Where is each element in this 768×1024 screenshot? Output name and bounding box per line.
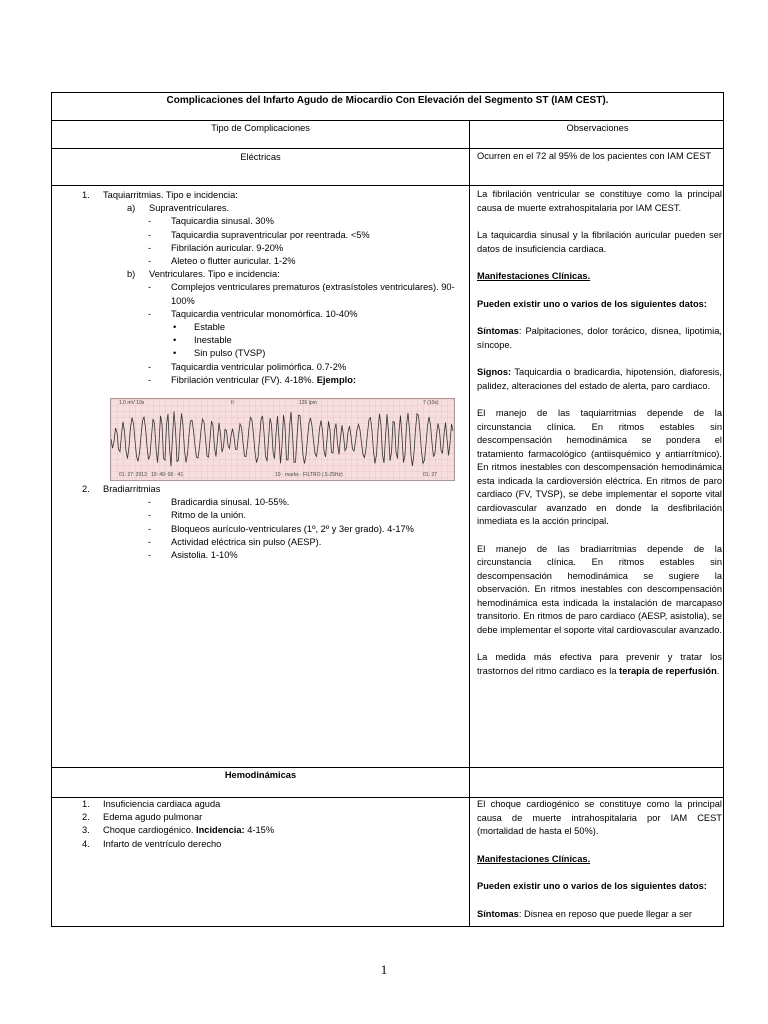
signos-paragraph: Signos: Taquicardia o bradicardia, hipotensión, diaforesis, palidez, alteraciones del estado de alerta, paro cardiaco. <box>477 367 722 391</box>
list-item: - Bradicardia sinusal. 10-55%. <box>148 497 290 508</box>
ecg-label: 10 · marks · FILTRO (.5-25Hz) <box>275 472 343 478</box>
sintomas-paragraph: Síntomas: Disnea en reposo que puede llegar a ser <box>477 908 693 919</box>
manifestaciones-heading: Manifestaciones Clínicas. <box>477 271 591 281</box>
table-title: Complicaciones del Infarto Agudo de Miocardio Con Elevación del Segmento ST (IAM CEST). <box>166 95 609 106</box>
list-item: 1. Taquiarritmias. Tipo e incidencia: <box>82 190 238 200</box>
list-item: - Taquicardia ventricular polimórfica. 0.7-2% <box>148 361 347 372</box>
obs-paragraph: El manejo de las bradiarritmias depende de la circunstancia clínica. En ritmos estables sin descompensación hemodinámica se sugiere la observación. En ritmos inestables con descompensación hemodinámica esta indicada la instalación de marcapaso transitorio. En ritmos de paro cardiaco (AESP, asistolia), se debe implementar el soporte vital cardiovascular avanzado. <box>477 543 722 635</box>
ecg-strip-image <box>110 398 455 481</box>
bradiarritmias-list <box>52 483 469 562</box>
list-item: • Sin pulso (TVSP) <box>173 348 266 359</box>
list-item: 4. Infarto de ventrículo derecho <box>82 838 222 849</box>
list-item: - Aleteo o flutter auricular. 1-2% <box>148 256 296 267</box>
section-electricas-heading: Eléctricas <box>240 152 281 162</box>
pueden-heading: Pueden existir uno o varios de los siguientes datos: <box>477 298 707 309</box>
section-hemodinamicas-heading: Hemodinámicas <box>224 770 297 780</box>
list-item: - Asistolia. 1-10% <box>148 550 238 561</box>
list-item: - Actividad eléctrica sin pulso (AESP). <box>148 536 322 547</box>
ecg-label: 01: 27: 2013 <box>119 472 147 478</box>
obs-paragraph: El manejo de las taquiarritmias depende de la circunstancia clínica. En ritmos estables sin descompensación hemodinámica se pondera el tratamiento farmacológico (antiisquémico y antiarrítmico). En ritmos inestables con descompensación hemodinámica esta indicada la cardioversión eléctrica. En ritmos de paro cardiaco (FV, TVSP), se debe implementar el soporte vital cardiovascular avanzado en donde la desfibrilación inmediata es la acción principal. <box>477 408 722 526</box>
complications-table <box>51 92 724 927</box>
obs-paragraph: La fibrilación ventricular se constituye como la principal causa de muerte extrahospitalaria por IAM CEST. <box>477 189 722 213</box>
list-item: 2. Edema agudo pulmonar <box>82 812 203 823</box>
hemodinamicas-observations <box>470 798 725 935</box>
list-item: 1. Insuficiencia cardiaca aguda <box>82 799 221 809</box>
ecg-label: II <box>231 400 234 406</box>
list-item: - Taquicardia sinusal. 30% <box>148 216 274 227</box>
obs-paragraph: El choque cardiogénico se constituye como la principal causa de muerte intrahospitalaria por IAM CEST (mortalidad de hasta el 50%). <box>477 799 722 836</box>
header-observaciones: Observaciones <box>566 123 629 133</box>
list-item: b) Ventriculares. Tipo e incidencia: <box>127 269 280 280</box>
list-item: - Taquicardia ventricular monomórfica. 10-40% <box>148 308 358 319</box>
obs-paragraph: La medida más efectiva para prevenir y tratar los trastornos del ritmo cardiaco es la terapia de reperfusión. <box>477 652 722 676</box>
list-item: - Bloqueos aurículo-ventriculares (1º, 2º y 3er grado). 4-17% <box>148 523 414 534</box>
list-item: a) Supraventriculares. <box>127 203 230 214</box>
ecg-label: 01: 27 <box>423 472 437 478</box>
list-item: - Ritmo de la unión. <box>148 510 246 521</box>
list-item: - Fibrilación ventricular (FV). 4-18%. Ejemplo: <box>148 374 356 385</box>
electricas-list <box>52 189 469 387</box>
ecg-label: 126 lpm <box>299 400 317 406</box>
electricas-intro: Ocurren en el 72 al 95% de los pacientes con IAM CEST <box>477 151 712 161</box>
list-item: - Fibrilación auricular. 9-20% <box>148 242 284 253</box>
list-item: - Taquicardia supraventricular por reentrada. <5% <box>148 229 370 240</box>
manifestaciones-heading: Manifestaciones Clínicas. <box>477 853 591 864</box>
row-divider <box>52 148 723 149</box>
list-item: • Estable <box>173 322 226 333</box>
row-divider <box>52 185 723 186</box>
electricas-observations <box>470 188 725 692</box>
ecg-label: 10: 49: 00 · 41 <box>151 472 184 478</box>
ecg-label: 1.0 mV 10s <box>119 400 145 406</box>
pueden-heading: Pueden existir uno o varios de los siguientes datos: <box>477 881 707 891</box>
header-tipo: Tipo de Complicaciones <box>211 123 310 133</box>
list-item: - Complejos ventriculares prematuros (extrasístoles ventriculares). 90-100% <box>148 282 455 306</box>
hemodinamicas-list <box>52 798 469 851</box>
sintomas-paragraph: Síntomas: Palpitaciones, dolor torácico, disnea, lipotimia, síncope. <box>477 326 722 350</box>
obs-paragraph: La taquicardia sinusal y la fibrilación auricular pueden ser datos de insuficiencia cardiaca. <box>477 230 722 254</box>
page-number: 1 <box>380 962 388 977</box>
list-item: 3. Choque cardiogénico. Incidencia: 4-15% <box>82 825 275 836</box>
list-item: 2. Bradiarritmias <box>82 484 161 494</box>
ecg-label: 7 (10s) <box>423 400 439 406</box>
list-item: • Inestable <box>173 335 232 346</box>
row-divider <box>52 767 723 768</box>
